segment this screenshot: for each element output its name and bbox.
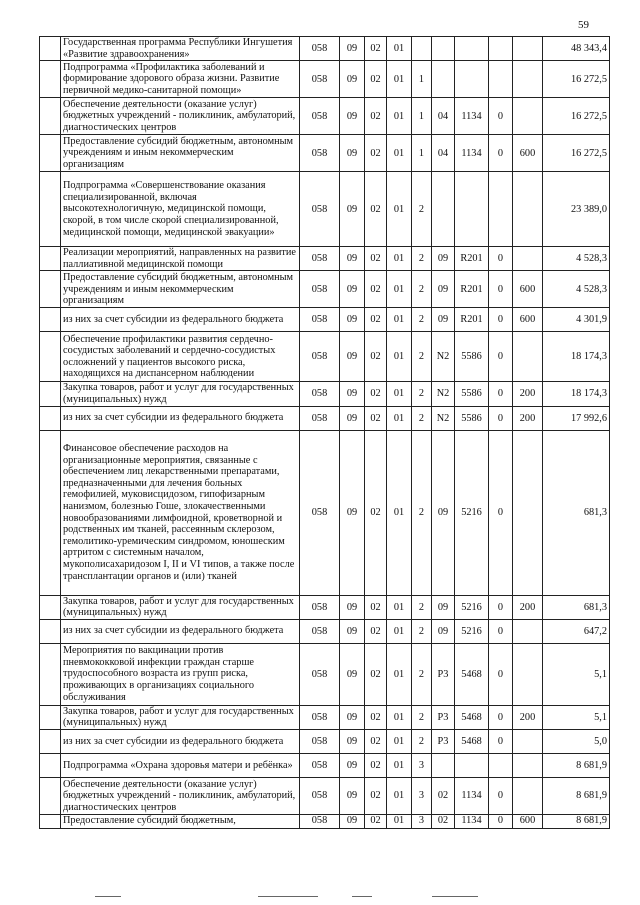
item-name: Государственная программа Республики Ингушетия «Развитие здравоохранения» [61,37,300,61]
code-cell-8: 0 [489,271,513,308]
code-cell-2: 09 [340,619,365,643]
code-cell-9: 200 [513,382,543,406]
code-cell-5: 2 [412,247,432,271]
code-cell-3: 02 [365,308,387,332]
code-cell-4: 01 [387,777,412,814]
code-cell-7: 5468 [455,643,489,705]
code-cell-5: 3 [412,814,432,828]
row-blank-cell [40,61,61,98]
amount-cell: 16 272,5 [543,61,610,98]
code-cell-1: 058 [300,247,340,271]
code-cell-6: N2 [432,382,455,406]
code-cell-5: 2 [412,172,432,247]
row-blank-cell [40,430,61,595]
code-cell-4: 01 [387,61,412,98]
code-cell-1: 058 [300,729,340,753]
code-cell-8 [489,172,513,247]
code-cell-4: 01 [387,135,412,172]
code-cell-8: 0 [489,705,513,729]
code-cell-5: 2 [412,595,432,619]
code-cell-1: 058 [300,332,340,382]
code-cell-8 [489,37,513,61]
row-blank-cell [40,753,61,777]
row-blank-cell [40,332,61,382]
code-cell-5: 2 [412,308,432,332]
code-cell-3: 02 [365,595,387,619]
code-cell-5: 1 [412,61,432,98]
code-cell-2: 09 [340,705,365,729]
code-cell-9 [513,729,543,753]
code-cell-1: 058 [300,619,340,643]
code-cell-9 [513,332,543,382]
row-blank-cell [40,247,61,271]
code-cell-3: 02 [365,247,387,271]
code-cell-6: N2 [432,406,455,430]
code-cell-1: 058 [300,135,340,172]
code-cell-7: 5216 [455,595,489,619]
budget-table [39,36,610,829]
table-row [40,406,610,430]
table-row [40,430,610,595]
code-cell-3: 02 [365,98,387,135]
row-blank-cell [40,98,61,135]
code-cell-5: 2 [412,643,432,705]
table-row [40,814,610,828]
code-cell-6: 04 [432,98,455,135]
code-cell-8: 0 [489,406,513,430]
code-cell-7: 1134 [455,777,489,814]
code-cell-9 [513,37,543,61]
code-cell-6: 09 [432,595,455,619]
table-row [40,753,610,777]
code-cell-5: 1 [412,135,432,172]
row-blank-cell [40,643,61,705]
item-name: Закупка товаров, работ и услуг для государственных (муниципальных) нужд [61,595,300,619]
code-cell-4: 01 [387,643,412,705]
code-cell-7: 5216 [455,430,489,595]
code-cell-3: 02 [365,135,387,172]
row-blank-cell [40,814,61,828]
amount-cell: 681,3 [543,595,610,619]
code-cell-6: P3 [432,705,455,729]
code-cell-6: 09 [432,308,455,332]
code-cell-4: 01 [387,332,412,382]
code-cell-1: 058 [300,271,340,308]
code-cell-9: 600 [513,308,543,332]
amount-cell: 8 681,9 [543,814,610,828]
code-cell-4: 01 [387,37,412,61]
code-cell-9: 200 [513,595,543,619]
code-cell-4: 01 [387,308,412,332]
code-cell-3: 02 [365,753,387,777]
code-cell-6 [432,37,455,61]
code-cell-7: 5468 [455,729,489,753]
code-cell-4: 01 [387,430,412,595]
table-row [40,643,610,705]
amount-cell: 16 272,5 [543,135,610,172]
code-cell-2: 09 [340,406,365,430]
code-cell-3: 02 [365,729,387,753]
code-cell-9 [513,777,543,814]
code-cell-3: 02 [365,37,387,61]
code-cell-6: 02 [432,777,455,814]
code-cell-5: 2 [412,406,432,430]
code-cell-8: 0 [489,308,513,332]
code-cell-4: 01 [387,753,412,777]
code-cell-8: 0 [489,814,513,828]
table-row [40,777,610,814]
item-name: Финансовое обеспечение расходов на организационные мероприятия, связанные с обеспечением лиц лекарственными препаратами, предназначенными для лечения больных гемофилией, муковисцидозом, гипофизарным нанизмом, болезнью Гоше, злокачественными новообразованиями лимфоидной, кроветворной и родственных им тканей, рассеянным склерозом, гемолитико-уремическим синдромом, юношеским артритом с системным началом, мукополисахаридозом I, II и VI типов, а также после трансплантации органов и (или) тканей [61,430,300,595]
row-blank-cell [40,777,61,814]
amount-cell: 23 389,0 [543,172,610,247]
code-cell-1: 058 [300,406,340,430]
row-blank-cell [40,135,61,172]
code-cell-4: 01 [387,705,412,729]
code-cell-5: 2 [412,729,432,753]
item-name: из них за счет субсидии из федерального бюджета [61,406,300,430]
code-cell-4: 01 [387,382,412,406]
code-cell-6: 09 [432,247,455,271]
code-cell-8: 0 [489,777,513,814]
code-cell-9 [513,98,543,135]
item-name: Мероприятия по вакцинации против пневмококковой инфекции граждан старше трудоспособного возраста из групп риска, проживающих в организациях социального обслуживания [61,643,300,705]
item-name: Подпрограмма «Совершенствование оказания специализированной, включая высокотехнологичную, медицинской помощи, скорой, в том числе скорой специализированной, медицинской помощи, медицинской эвакуации» [61,172,300,247]
row-blank-cell [40,595,61,619]
amount-cell: 4 528,3 [543,247,610,271]
code-cell-7: 5216 [455,619,489,643]
code-cell-7: R201 [455,271,489,308]
scan-artifact-line [352,896,372,897]
item-name: из них за счет субсидии из федерального бюджета [61,619,300,643]
item-name: Закупка товаров, работ и услуг для государственных (муниципальных) нужд [61,705,300,729]
code-cell-6 [432,753,455,777]
code-cell-8: 0 [489,595,513,619]
code-cell-7 [455,753,489,777]
code-cell-7: 5586 [455,382,489,406]
item-name: Закупка товаров, работ и услуг для государственных (муниципальных) нужд [61,382,300,406]
code-cell-6: 04 [432,135,455,172]
code-cell-2: 09 [340,308,365,332]
amount-cell: 5,1 [543,643,610,705]
code-cell-3: 02 [365,643,387,705]
code-cell-9: 600 [513,814,543,828]
code-cell-9 [513,430,543,595]
amount-cell: 4 528,3 [543,271,610,308]
amount-cell: 8 681,9 [543,777,610,814]
code-cell-3: 02 [365,332,387,382]
code-cell-1: 058 [300,37,340,61]
code-cell-1: 058 [300,61,340,98]
item-name: Подпрограмма «Охрана здоровья матери и ребёнка» [61,753,300,777]
code-cell-7 [455,172,489,247]
code-cell-3: 02 [365,430,387,595]
code-cell-8 [489,753,513,777]
row-blank-cell [40,705,61,729]
code-cell-7: 1134 [455,814,489,828]
table-row [40,271,610,308]
amount-cell: 18 174,3 [543,332,610,382]
table-row [40,172,610,247]
code-cell-2: 09 [340,332,365,382]
item-name: Реализации мероприятий, направленных на развитие паллиативной медицинской помощи [61,247,300,271]
code-cell-6: P3 [432,729,455,753]
code-cell-5: 2 [412,271,432,308]
code-cell-7 [455,37,489,61]
table-row [40,37,610,61]
row-blank-cell [40,37,61,61]
code-cell-6: 09 [432,271,455,308]
code-cell-4: 01 [387,271,412,308]
code-cell-2: 09 [340,135,365,172]
item-name: Предоставление субсидий бюджетным, [61,814,300,828]
code-cell-2: 09 [340,777,365,814]
code-cell-5 [412,37,432,61]
amount-cell: 18 174,3 [543,382,610,406]
amount-cell: 5,0 [543,729,610,753]
row-blank-cell [40,172,61,247]
code-cell-8 [489,61,513,98]
table-row [40,61,610,98]
page-number: 59 [578,19,589,31]
code-cell-1: 058 [300,308,340,332]
code-cell-1: 058 [300,753,340,777]
code-cell-6 [432,61,455,98]
code-cell-1: 058 [300,382,340,406]
code-cell-8: 0 [489,643,513,705]
code-cell-1: 058 [300,595,340,619]
item-name: Обеспечение деятельности (оказание услуг) бюджетных учреждений - поликлиник, амбулаторий, диагностических центров [61,777,300,814]
item-name: Обеспечение профилактики развития сердечно-сосудистых заболеваний и сердечно-сосудистых осложнений у пациентов высокого риска, находящихся на диспансерном наблюдении [61,332,300,382]
scan-artifact-line [432,896,478,897]
amount-cell: 8 681,9 [543,753,610,777]
item-name: Обеспечение деятельности (оказание услуг) бюджетных учреждений - поликлиник, амбулаторий, диагностических центров [61,98,300,135]
item-name: из них за счет субсидии из федерального бюджета [61,308,300,332]
code-cell-4: 01 [387,406,412,430]
amount-cell: 17 992,6 [543,406,610,430]
table-row [40,332,610,382]
code-cell-6: 02 [432,814,455,828]
amount-cell: 681,3 [543,430,610,595]
code-cell-8: 0 [489,98,513,135]
code-cell-2: 09 [340,729,365,753]
code-cell-4: 01 [387,172,412,247]
item-name: Предоставление субсидий бюджетным, автономным учреждениям и иным некоммерческим организациям [61,271,300,308]
item-name: из них за счет субсидии из федерального бюджета [61,729,300,753]
code-cell-1: 058 [300,777,340,814]
row-blank-cell [40,406,61,430]
code-cell-9 [513,643,543,705]
code-cell-3: 02 [365,61,387,98]
code-cell-1: 058 [300,814,340,828]
table-row [40,308,610,332]
code-cell-3: 02 [365,172,387,247]
code-cell-8: 0 [489,135,513,172]
table-row [40,135,610,172]
code-cell-2: 09 [340,37,365,61]
code-cell-9: 200 [513,705,543,729]
code-cell-2: 09 [340,247,365,271]
table-row [40,705,610,729]
code-cell-7 [455,61,489,98]
code-cell-8: 0 [489,332,513,382]
code-cell-5: 1 [412,98,432,135]
code-cell-2: 09 [340,172,365,247]
code-cell-7: R201 [455,308,489,332]
code-cell-8: 0 [489,619,513,643]
code-cell-9: 600 [513,271,543,308]
code-cell-5: 2 [412,619,432,643]
table-row [40,729,610,753]
code-cell-5: 2 [412,382,432,406]
code-cell-4: 01 [387,619,412,643]
code-cell-6: P3 [432,643,455,705]
code-cell-7: 1134 [455,135,489,172]
code-cell-5: 2 [412,332,432,382]
code-cell-3: 02 [365,382,387,406]
code-cell-1: 058 [300,98,340,135]
amount-cell: 48 343,4 [543,37,610,61]
code-cell-5: 2 [412,705,432,729]
scan-artifact-line [95,896,121,897]
code-cell-2: 09 [340,271,365,308]
code-cell-8: 0 [489,382,513,406]
code-cell-3: 02 [365,406,387,430]
code-cell-6: N2 [432,332,455,382]
code-cell-6: 09 [432,430,455,595]
code-cell-3: 02 [365,777,387,814]
code-cell-5: 3 [412,777,432,814]
code-cell-2: 09 [340,643,365,705]
code-cell-9 [513,61,543,98]
amount-cell: 647,2 [543,619,610,643]
code-cell-7: 1134 [455,98,489,135]
code-cell-2: 09 [340,382,365,406]
amount-cell: 16 272,5 [543,98,610,135]
code-cell-4: 01 [387,98,412,135]
code-cell-3: 02 [365,619,387,643]
code-cell-3: 02 [365,705,387,729]
code-cell-7: 5586 [455,332,489,382]
table-row [40,619,610,643]
code-cell-2: 09 [340,595,365,619]
code-cell-9: 600 [513,135,543,172]
row-blank-cell [40,619,61,643]
code-cell-2: 09 [340,753,365,777]
row-blank-cell [40,308,61,332]
code-cell-4: 01 [387,247,412,271]
code-cell-7: 5468 [455,705,489,729]
row-blank-cell [40,729,61,753]
code-cell-9 [513,753,543,777]
code-cell-1: 058 [300,705,340,729]
code-cell-2: 09 [340,61,365,98]
code-cell-9 [513,619,543,643]
row-blank-cell [40,271,61,308]
scan-artifact-line [258,896,318,897]
code-cell-9 [513,247,543,271]
code-cell-4: 01 [387,814,412,828]
code-cell-1: 058 [300,430,340,595]
code-cell-1: 058 [300,172,340,247]
code-cell-2: 09 [340,430,365,595]
code-cell-3: 02 [365,814,387,828]
table-row [40,595,610,619]
code-cell-8: 0 [489,729,513,753]
code-cell-4: 01 [387,595,412,619]
code-cell-2: 09 [340,98,365,135]
code-cell-6: 09 [432,619,455,643]
code-cell-2: 09 [340,814,365,828]
code-cell-6 [432,172,455,247]
code-cell-8: 0 [489,247,513,271]
code-cell-9: 200 [513,406,543,430]
amount-cell: 5,1 [543,705,610,729]
code-cell-1: 058 [300,643,340,705]
code-cell-9 [513,172,543,247]
table-row [40,98,610,135]
amount-cell: 4 301,9 [543,308,610,332]
code-cell-7: 5586 [455,406,489,430]
code-cell-7: R201 [455,247,489,271]
item-name: Предоставление субсидий бюджетным, автономным учреждениям и иным некоммерческим организациям [61,135,300,172]
code-cell-3: 02 [365,271,387,308]
table-row [40,247,610,271]
code-cell-5: 2 [412,430,432,595]
code-cell-4: 01 [387,729,412,753]
row-blank-cell [40,382,61,406]
code-cell-5: 3 [412,753,432,777]
code-cell-8: 0 [489,430,513,595]
table-row [40,382,610,406]
item-name: Подпрограмма «Профилактика заболеваний и формирование здорового образа жизни. Развитие первичной медико-санитарной помощи» [61,61,300,98]
